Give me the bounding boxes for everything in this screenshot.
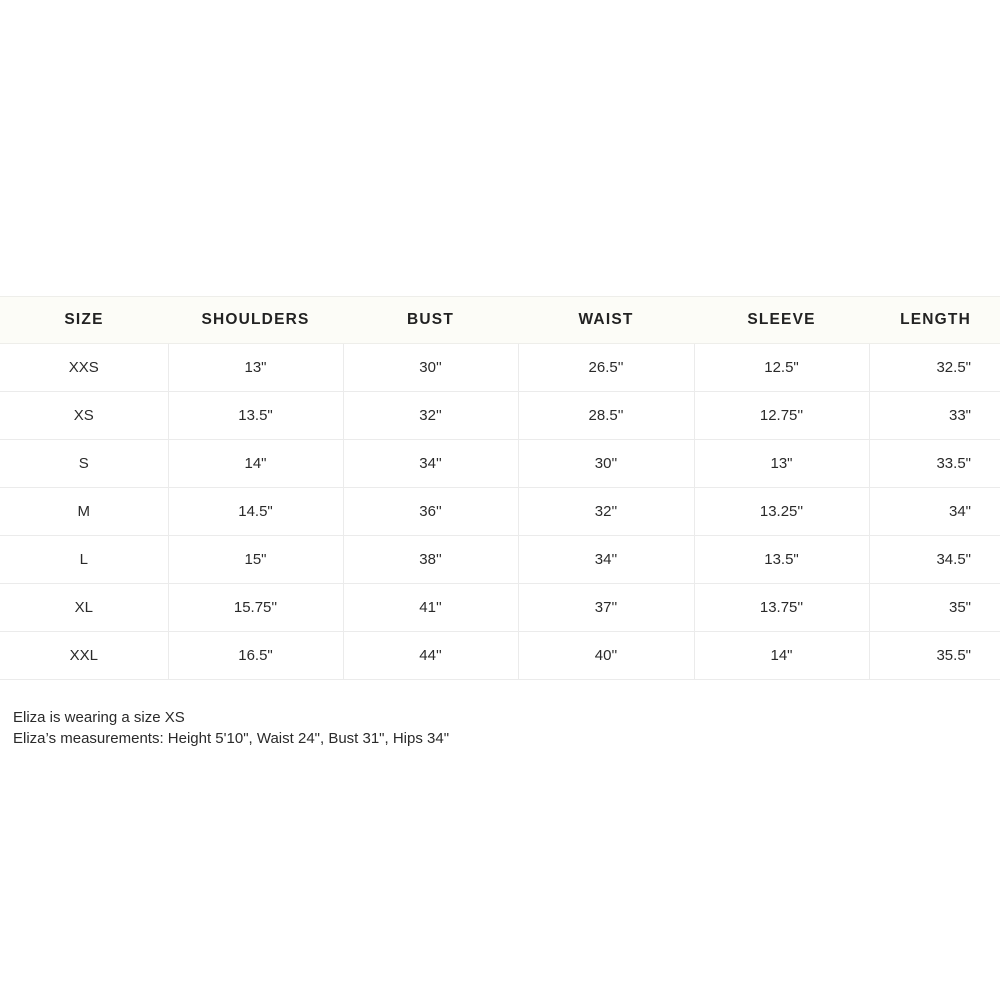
cell-sleeve: 14" [694,632,869,680]
cell-waist: 37'' [518,584,694,632]
cell-size: S [0,440,168,488]
cell-size: XS [0,392,168,440]
header-sleeve: SLEEVE [694,297,869,344]
header-shoulders: SHOULDERS [168,297,343,344]
cell-bust: 41'' [343,584,518,632]
model-size-note: Eliza is wearing a size XS [13,709,185,726]
cell-waist: 40'' [518,632,694,680]
cell-size: L [0,536,168,584]
size-chart-table [0,296,1000,680]
cell-sleeve: 13" [694,440,869,488]
cell-size: XXS [0,344,168,392]
header-row [0,297,1000,344]
cell-shoulders: 15.75'' [168,584,343,632]
cell-length: 35" [869,584,1000,632]
header-bust: BUST [343,297,518,344]
cell-length: 32.5" [869,344,1000,392]
cell-shoulders: 15" [168,536,343,584]
cell-size: XL [0,584,168,632]
cell-waist: 30'' [518,440,694,488]
cell-sleeve: 12.75'' [694,392,869,440]
cell-waist: 26.5'' [518,344,694,392]
cell-bust: 32'' [343,392,518,440]
cell-waist: 32'' [518,488,694,536]
cell-bust: 44'' [343,632,518,680]
cell-bust: 30'' [343,344,518,392]
cell-length: 34.5" [869,536,1000,584]
header-length: LENGTH [869,297,1000,344]
table-row [0,392,1000,440]
cell-size: XXL [0,632,168,680]
table-row [0,632,1000,680]
cell-length: 35.5" [869,632,1000,680]
size-chart-header [0,297,1000,344]
table-row [0,344,1000,392]
cell-sleeve: 13.5" [694,536,869,584]
size-chart-body [0,344,1000,680]
cell-length: 34" [869,488,1000,536]
cell-shoulders: 14.5" [168,488,343,536]
cell-length: 33.5" [869,440,1000,488]
header-waist: WAIST [518,297,694,344]
cell-shoulders: 14" [168,440,343,488]
cell-length: 33" [869,392,1000,440]
header-size: SIZE [0,297,168,344]
cell-bust: 36'' [343,488,518,536]
cell-size: M [0,488,168,536]
cell-bust: 34'' [343,440,518,488]
cell-sleeve: 12.5" [694,344,869,392]
cell-bust: 38'' [343,536,518,584]
cell-shoulders: 13" [168,344,343,392]
cell-waist: 34'' [518,536,694,584]
table-row [0,488,1000,536]
table-row [0,536,1000,584]
cell-sleeve: 13.75'' [694,584,869,632]
model-notes [13,707,449,749]
cell-shoulders: 16.5" [168,632,343,680]
table-row [0,584,1000,632]
model-measurements-note: Eliza’s measurements: Height 5'10", Waist 24", Bust 31", Hips 34" [13,730,450,747]
table-row [0,440,1000,488]
cell-sleeve: 13.25'' [694,488,869,536]
cell-shoulders: 13.5" [168,392,343,440]
cell-waist: 28.5'' [518,392,694,440]
